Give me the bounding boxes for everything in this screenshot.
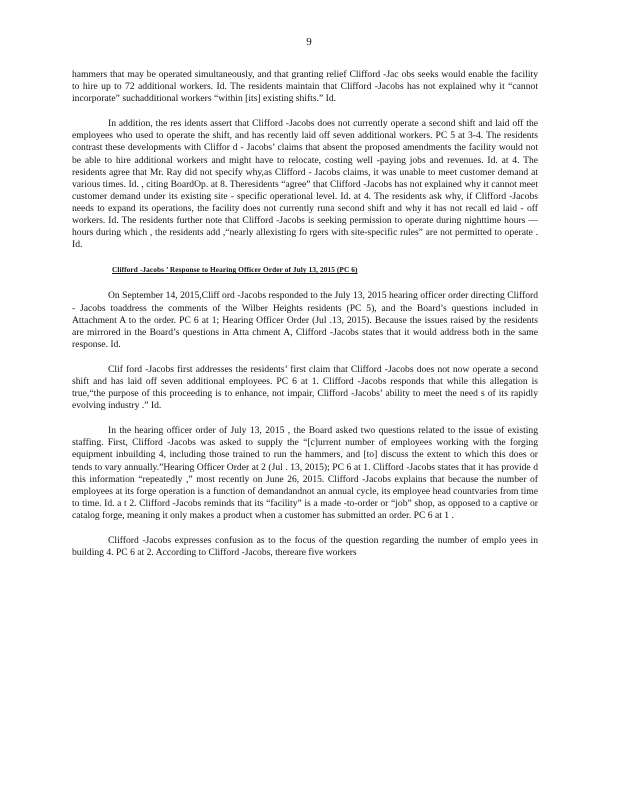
paragraph: In addition, the res idents assert that Clifford -Jacobs does not currently operate a second shift and laid off the employees who used to operate the shift, and has recently laid off seven additional workers. PC 5 at 3-4. The residents contrast these developments with Cliffor d - Jacobs’ claims that absent the proposed amendments the facility would not be able to hire additional workers and might have to relocate, costing well -paying jobs and revenues. Id. at 4. The residents agree that Mr. Ray did not specify why,as Clifford - Jacobs claims, it was unable to meet customer demand at various times. Id. , citing BoardOp. at 8. Theresidents “agree” that Clifford -Jacobs has not explained why it cannot meet customer demand under its existing site - specific operational level. Id. at 4. The residents ask why, if Clifford -Jacobs needs to expand its operations, the facility does not currently runa second shift and why it has not recall ed laid - off workers. Id. The residents further note that Clifford -Jacobs is seeking permission to operate during nighttime hours — hours during which , the residents add ,“nearly allexisting fo rgers with site-specific rules” are not permitted to operate . Id. [72,118,538,251]
paragraph: Clifford -Jacobs expresses confusion as to the focus of the question regarding the number of emplo yees in building 4. PC 6 at 2. According to Clifford -Jacobs, thereare five workers [72,535,538,559]
paragraph: On September 14, 2015,Cliff ord -Jacobs responded to the July 13, 2015 hearing officer order directing Clifford - Jacobs toaddress the comments of the Wilber Heights residents (PC 5), and the Board’s questions included in Attachment A to the order. PC 6 at 1; Hearing Officer Order (Jul .13, 2015). Because the issues raised by the residents are mirrored in the Board’s questions in Atta chment A, Clifford -Jacobs states that it would address both in the same response. Id. [72,290,538,350]
body-text [72,69,538,572]
page-number: 9 [306,36,312,48]
paragraph: hammers that may be operated simultaneously, and that granting relief Clifford -Jac obs seeks would enable the facility to hire up to 72 additional workers. Id. The residents maintain that Clifford -Jacobs has not explained why it “cannot incorporate” suchadditional workers “within [its] existing shifts.” Id. [72,69,538,105]
paragraph: In the hearing officer order of July 13, 2015 , the Board asked two questions related to the issue of existing staffing. First, Clifford -Jacobs was asked to supply the “[c]urrent number of employees working with the forging equipment inbuilding 4, including those trained to run the hammers, and [to] discuss the extent to which this does or tends to vary annually.”Hearing Officer Order at 2 (Jul . 13, 2015); PC 6 at 1. Clifford -Jacobs states that it has provide d this information “repeatedly ,” most recently on June 26, 2015. Clifford -Jacobs explains that because the number of employees at its forge operation is a function of demandandnot an annual cycle, its employee head countvaries from time to time. Id. a t 2. Clifford -Jacobs reminds that its “facility” is a made -to-order or “job” shop, as opposed to a captive or catalog forge, meaning it only makes a product when a customer has submitted an order. PC 6 at 1 . [72,425,538,521]
paragraph: Clif ford -Jacobs first addresses the residents’ first claim that Clifford -Jacobs does not now operate a second shift and has laid off seven additional employees. PC 6 at 1. Clifford -Jacobs responds that while this allegation is true,“the purpose of this proceeding is to enhance, not impair, Clifford -Jacobs’ ability to meet the need s of its rapidly evolving industry .” Id. [72,363,538,412]
section-heading: Clifford -Jacobs ’ Response to Hearing Officer Order of July 13, 2015 (PC 6) [112,265,358,275]
